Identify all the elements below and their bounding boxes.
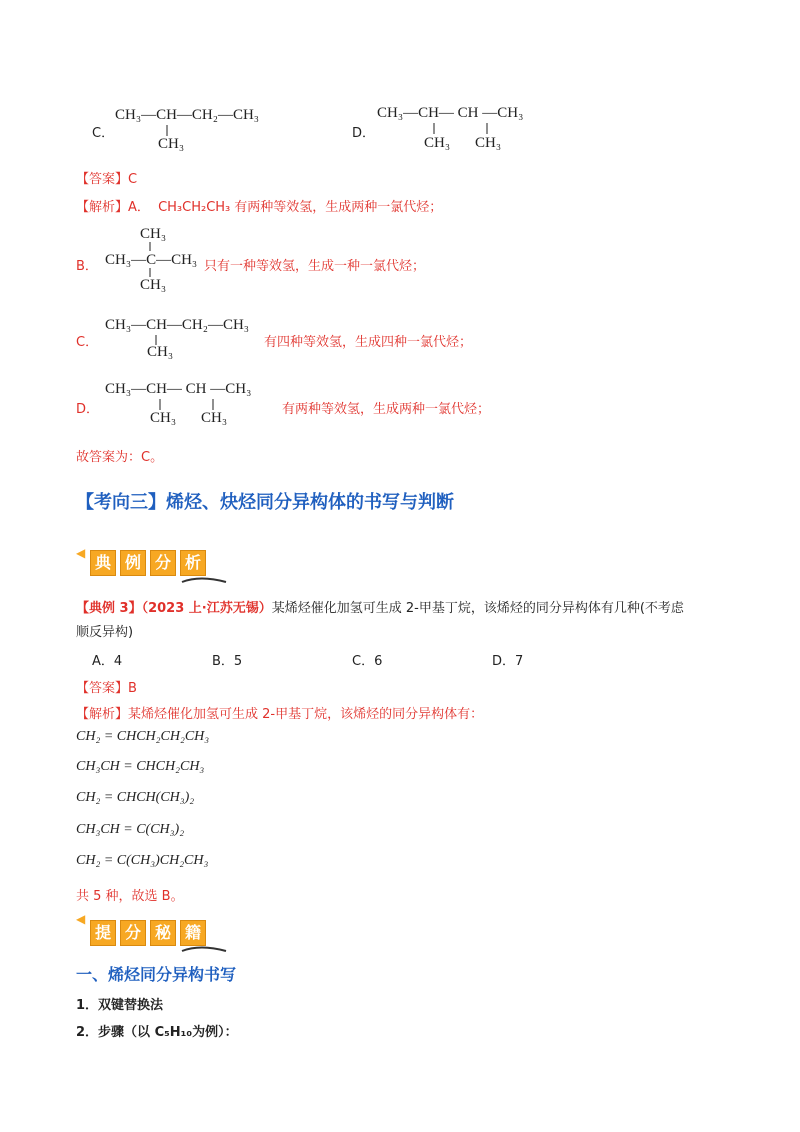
chem-bottom: CH₃ [140, 277, 167, 292]
option-b: B．5 [212, 654, 243, 669]
badge-char: 析 [180, 550, 206, 576]
chem-branch-2: CH₃ [475, 135, 502, 151]
badge-underline-decoration [180, 576, 230, 586]
answer-value: C [128, 172, 138, 187]
answer-value: B [128, 681, 137, 696]
isomer-formula-2: CH₃CH = CHCH₂CH₃ [76, 759, 205, 774]
analysis-a-line [76, 196, 442, 215]
isomer-formula-5: CH₂ = C(CH₃)CH₂CH₃ [76, 853, 209, 868]
answer-tag: 【答案】 [76, 172, 129, 187]
analysis-c-label: C． [76, 335, 99, 350]
badge-char: 秘 [150, 920, 176, 946]
analysis-2-text: 某烯烃催化加氢可生成 2-甲基丁烷，该烯烃的同分异构体有： [128, 707, 484, 722]
analysis-d-label: D． [76, 402, 100, 417]
analysis-c-text: 有四种等效氢，生成四种一氯代烃； [264, 335, 473, 350]
answer-tag: 【答案】 [76, 681, 129, 696]
analysis-b-text: 只有一种等效氢，生成一种一氯代烃； [204, 259, 426, 274]
analysis-a-prefix: A． [128, 200, 150, 215]
chem-branch: CH₃ [147, 344, 174, 360]
chem-branch-1: CH₃ [150, 410, 177, 426]
chem-branch-2: CH₃ [201, 410, 228, 426]
option-d-label: D． [352, 126, 376, 141]
chem-main-chain: CH₃—CH— CH —CH₃ [105, 381, 252, 397]
analysis-conclusion: 故答案为：C。 [76, 450, 164, 465]
analysis-a-formula: CH₃CH₂CH₃ [158, 200, 231, 215]
speaker-icon: ◀ [76, 912, 86, 926]
isomer-formula-4: CH₃CH = C(CH₃)₂ [76, 822, 185, 837]
badge-underline-decoration [180, 945, 230, 955]
chem-branch: CH₃ [158, 136, 185, 152]
analysis-b-structure [100, 222, 210, 292]
badge-tips [90, 920, 206, 946]
badge-char: 分 [120, 920, 146, 946]
analysis-d-structure [100, 372, 290, 428]
example-question [76, 597, 736, 621]
badge-char: 典 [90, 550, 116, 576]
step-1: 1．双键替换法 [76, 998, 164, 1013]
chem-main-chain: CH₃—CH—CH₂—CH₃ [105, 317, 250, 333]
answer-line-2 [76, 677, 137, 696]
question-line-1: 某烯烃催化加氢可生成 2-甲基丁烷，该烯烃的同分异构体有几种(不考虑 [271, 601, 684, 616]
analysis-d-text: 有两种等效氢，生成两种一氯代烃； [282, 402, 491, 417]
question-line-2: 顺反异构) [76, 625, 134, 640]
option-d: D．7 [492, 654, 524, 669]
analysis-2-line [76, 703, 483, 722]
speaker-icon: ◀ [76, 546, 86, 560]
chem-top: CH₃ [140, 226, 167, 242]
badge-char: 分 [150, 550, 176, 576]
section-title: 【考向三】烯烃、炔烃同分异构体的书写与判断 [76, 492, 454, 513]
isomer-formula-1: CH₂ = CHCH₂CH₂CH₃ [76, 729, 210, 744]
option-d-structure [372, 98, 572, 154]
chem-main-chain: CH₃—CH— CH —CH₃ [377, 105, 524, 121]
option-c-label: C． [92, 126, 115, 141]
chem-branch-1: CH₃ [424, 135, 451, 151]
analysis-tag: 【解析】 [76, 707, 129, 722]
analysis-b-label: B． [76, 259, 98, 274]
isomer-formula-3: CH₂ = CHCH(CH₃)₂ [76, 790, 195, 805]
badge-char: 提 [90, 920, 116, 946]
step-2: 2．步骤（以 C₅H₁₀为例）： [76, 1025, 238, 1040]
analysis-tag: 【解析】 [76, 200, 129, 215]
chem-main-chain: CH₃—CH—CH₂—CH₃ [115, 107, 260, 123]
subsection-title: 一、烯烃同分异构书写 [76, 965, 237, 984]
badge-char: 例 [120, 550, 146, 576]
analysis-c-structure [100, 310, 270, 362]
option-c: C．6 [352, 654, 383, 669]
badge-char: 籍 [180, 920, 206, 946]
analysis-2-conclusion: 共 5 种，故选 B。 [76, 889, 184, 904]
answer-line [76, 168, 137, 187]
option-c-structure [110, 100, 290, 152]
option-a: A．4 [92, 654, 123, 669]
example-source: （2023 上·江苏无锡） [141, 601, 272, 616]
example-tag: 【典例 3】 [76, 601, 142, 616]
chem-mid: CH₃—C—CH₃ [105, 252, 198, 268]
analysis-a-text: 有两种等效氢，生成两种一氯代烃； [234, 200, 443, 215]
badge-example-analysis [90, 550, 206, 576]
